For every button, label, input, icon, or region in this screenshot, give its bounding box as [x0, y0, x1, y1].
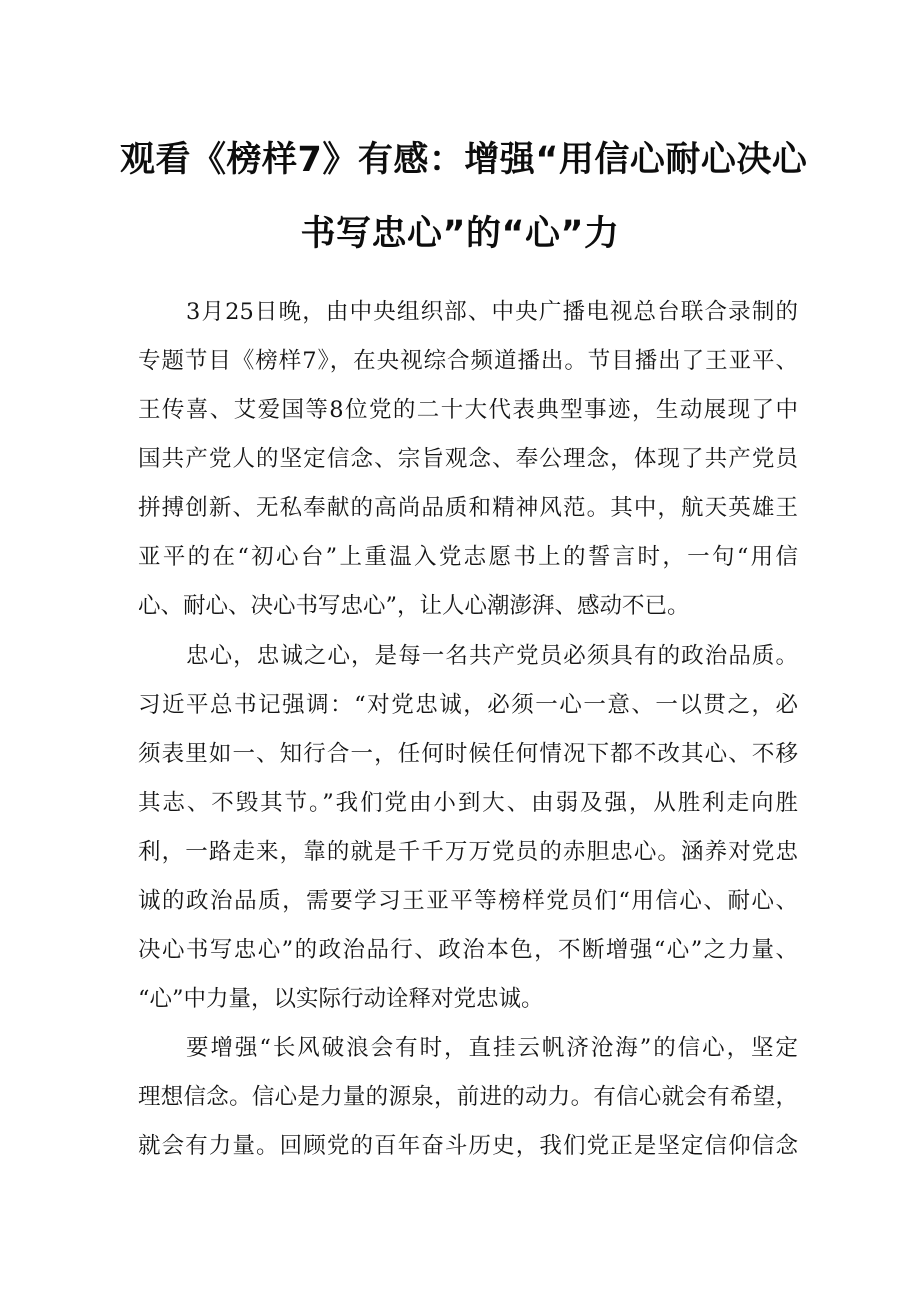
paragraph-line: 心、耐心、决心书写忠心”，让人心潮澎湃、感动不已。: [138, 593, 690, 619]
paragraph-line: 就会有力量。回顾党的百年奋斗历史，我们党正是坚定信仰信念: [138, 1133, 798, 1159]
paragraph-line: 须表里如一、知行合一，任何时候任何情况下都不改其心、不移: [138, 741, 798, 767]
paragraph-line: 忠心，忠诚之心，是每一名共产党员必须具有的政治品质。: [186, 643, 798, 669]
paragraph-line: 要增强“长风破浪会有时，直挂云帆济沧海”的信心，坚定: [186, 1035, 798, 1061]
paragraph-line: 亚平的在“初心台”上重温入党志愿书上的誓言时，一句“用信: [138, 544, 798, 570]
paragraph-line: 专题节目《榜样7》，在央视综合频道播出。节目播出了王亚平、: [138, 348, 798, 374]
paragraph-line: 诚的政治品质，需要学习王亚平等榜样党员们“用信心、耐心、: [138, 888, 798, 914]
paragraph-line: “心”中力量，以实际行动诠释对党忠诚。: [138, 986, 544, 1012]
paragraph-line: 决心书写忠心”的政治品行、政治本色，不断增强“心”之力量、: [138, 937, 798, 963]
paragraph-line: 其志、不毁其节。”我们党由小到大、由弱及强，从胜利走向胜: [138, 790, 798, 816]
paragraph-line: 国共产党人的坚定信念、宗旨观念、奉公理念，体现了共产党员: [138, 446, 798, 472]
title-line-2: 书写忠心”的“心”力: [300, 214, 620, 254]
paragraph-line: 3月25日晚，由中央组织部、中央广播电视总台联合录制的: [186, 299, 798, 325]
paragraph-line: 王传喜、艾爱国等8位党的二十大代表典型事迹，生动展现了中: [138, 397, 798, 423]
paragraph-line: 习近平总书记强调：“对党忠诚，必须一心一意、一以贯之，必: [138, 692, 798, 718]
paragraph-line: 利，一路走来，靠的就是千千万万党员的赤胆忠心。涵养对党忠: [138, 839, 798, 865]
title-line-1: 观看《榜样7》有感：增强“用信心耐心决心: [120, 140, 808, 180]
paragraph-line: 拼搏创新、无私奉献的高尚品质和精神风范。其中，航天英雄王: [138, 495, 798, 521]
paragraph-line: 理想信念。信心是力量的源泉，前进的动力。有信心就会有希望，: [138, 1084, 798, 1110]
